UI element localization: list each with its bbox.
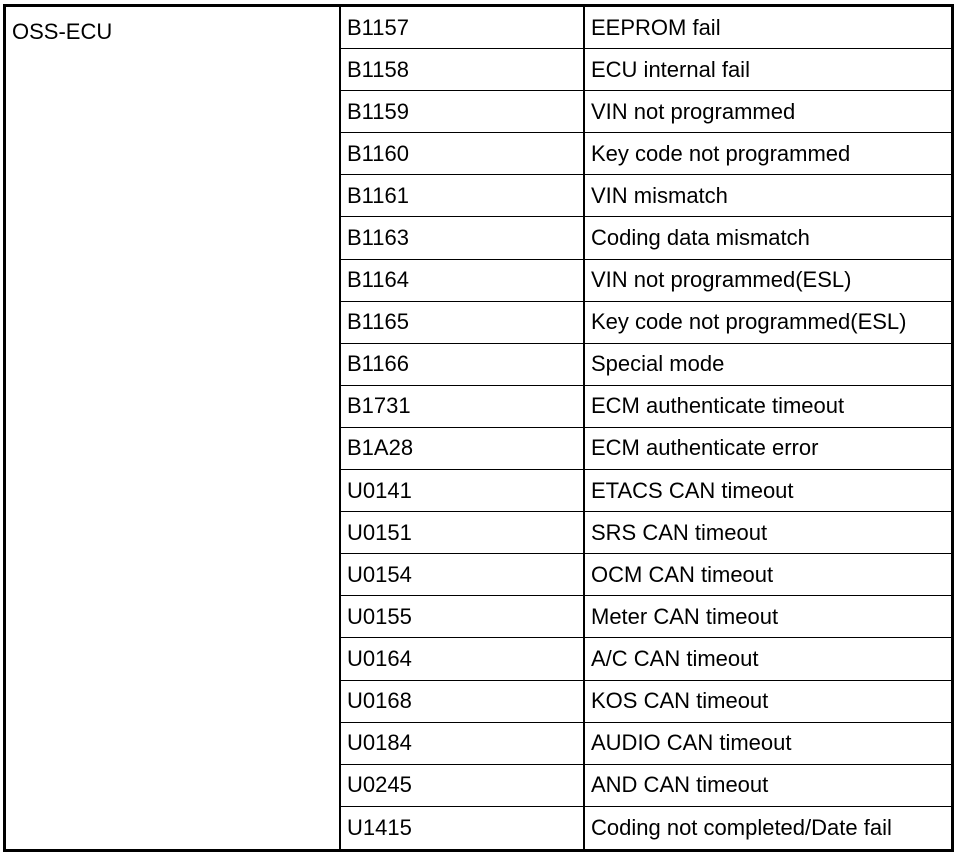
table-row <box>341 596 951 638</box>
dtc-description: OCM CAN timeout <box>591 561 774 587</box>
table-row <box>341 133 951 175</box>
table-row <box>341 175 951 217</box>
dtc-code: B1159 <box>341 91 585 132</box>
dtc-table <box>3 4 954 852</box>
dtc-description: Meter CAN timeout <box>591 603 779 629</box>
table-row <box>341 386 951 428</box>
dtc-description: Special mode <box>591 351 725 377</box>
dtc-code: B1166 <box>341 344 585 385</box>
dtc-description: AUDIO CAN timeout <box>591 730 792 756</box>
table-row <box>341 723 951 765</box>
dtc-code: B1165 <box>341 302 585 343</box>
dtc-code: B1161 <box>341 175 585 216</box>
dtc-code: B1A28 <box>341 428 585 469</box>
dtc-code: U0164 <box>341 638 585 679</box>
table-row <box>341 217 951 259</box>
table-row <box>341 344 951 386</box>
table-row <box>341 428 951 470</box>
dtc-description: A/C CAN timeout <box>591 645 759 671</box>
dtc-description: EEPROM fail <box>591 14 721 40</box>
dtc-description: AND CAN timeout <box>591 772 769 798</box>
table-row <box>341 681 951 723</box>
dtc-code: U0151 <box>341 512 585 553</box>
dtc-code: U1415 <box>341 807 585 849</box>
dtc-code: U0168 <box>341 681 585 722</box>
table-row <box>341 807 951 849</box>
dtc-description: Coding not completed/Date fail <box>591 814 892 840</box>
dtc-code: B1160 <box>341 133 585 174</box>
table-row <box>341 512 951 554</box>
dtc-description: Key code not programmed <box>591 140 851 166</box>
dtc-code: U0245 <box>341 765 585 806</box>
table-row <box>341 302 951 344</box>
table-row <box>341 7 951 49</box>
dtc-description: ECU internal fail <box>591 56 750 82</box>
dtc-code: B1158 <box>341 49 585 90</box>
table-row <box>341 638 951 680</box>
ecu-column <box>6 7 341 849</box>
table-row <box>341 470 951 512</box>
ecu-name: OSS-ECU <box>12 19 113 44</box>
dtc-description: ETACS CAN timeout <box>591 477 794 503</box>
code-rows <box>341 7 951 849</box>
dtc-code: U0184 <box>341 723 585 764</box>
dtc-description: VIN not programmed <box>591 98 796 124</box>
table-row <box>341 260 951 302</box>
dtc-code: U0141 <box>341 470 585 511</box>
table-row <box>341 49 951 91</box>
table-row <box>341 554 951 596</box>
table-row <box>341 765 951 807</box>
dtc-code: U0154 <box>341 554 585 595</box>
table-row <box>341 91 951 133</box>
dtc-code: B1164 <box>341 260 585 301</box>
dtc-code: U0155 <box>341 596 585 637</box>
dtc-description: ECM authenticate error <box>591 435 819 461</box>
dtc-code: B1157 <box>341 7 585 48</box>
dtc-code: B1163 <box>341 217 585 258</box>
dtc-description: ECM authenticate timeout <box>591 393 845 419</box>
dtc-description: VIN mismatch <box>591 182 728 208</box>
dtc-code: B1731 <box>341 386 585 427</box>
dtc-description: Coding data mismatch <box>591 225 810 251</box>
dtc-description: SRS CAN timeout <box>591 519 768 545</box>
dtc-description: Key code not programmed(ESL) <box>591 309 907 335</box>
dtc-description: VIN not programmed(ESL) <box>591 267 852 293</box>
dtc-description: KOS CAN timeout <box>591 688 769 714</box>
